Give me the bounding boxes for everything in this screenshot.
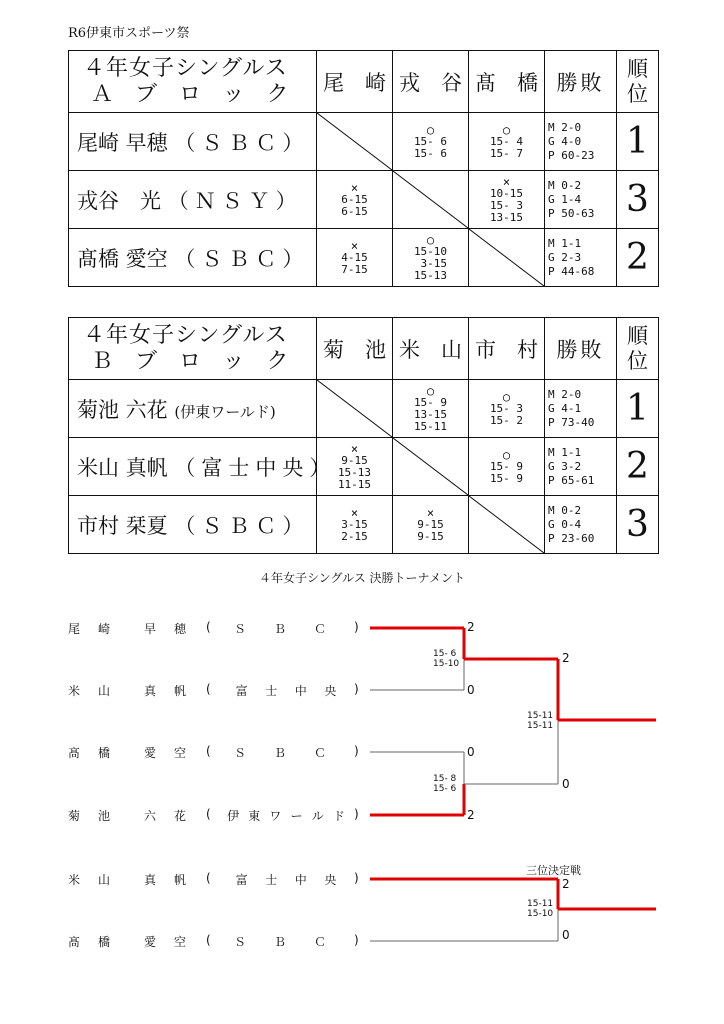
bracket-player-char: 山 bbox=[98, 684, 111, 698]
block-title-line2: Ａブロック bbox=[91, 81, 311, 107]
bracket-player bbox=[68, 933, 368, 947]
rank-header-char: 順 bbox=[627, 323, 648, 348]
bracket-player-char: ) bbox=[354, 871, 359, 885]
result-mark: ○ bbox=[426, 122, 435, 137]
game-score: 15-11 bbox=[413, 419, 448, 433]
bracket-player-char: 空 bbox=[174, 935, 187, 949]
match-score: 0 bbox=[562, 928, 570, 942]
bracket-player bbox=[68, 744, 368, 758]
result-mark: ○ bbox=[426, 383, 435, 398]
player-affiliation: （ＳＢＣ） bbox=[174, 246, 310, 271]
final-rank: 3 bbox=[617, 171, 659, 229]
game-score: 15-10 bbox=[413, 244, 448, 258]
game-score: 9-15 bbox=[341, 453, 368, 467]
bracket-player-char: ( bbox=[206, 933, 211, 947]
stat-line: G 0-4 bbox=[548, 517, 582, 531]
bracket-player-char: 髙 bbox=[68, 935, 81, 949]
bracket-player-char: 米 bbox=[68, 684, 81, 698]
game-score: 15- 3 bbox=[489, 401, 524, 415]
opponent-header-char: 市 bbox=[475, 337, 496, 362]
rank-header-char: 順 bbox=[627, 56, 648, 81]
bracket-player-char: 帆 bbox=[174, 684, 187, 698]
result-mark: ○ bbox=[502, 122, 511, 137]
bracket-player-char: ) bbox=[354, 620, 359, 634]
game-score: 15- 9 bbox=[413, 395, 448, 409]
game-score: 6-15 bbox=[341, 192, 368, 206]
result-mark: × bbox=[350, 238, 359, 253]
player-name-text: 菊池 六花 bbox=[77, 397, 168, 422]
bracket-player-char: 中 bbox=[294, 684, 307, 698]
bracket-player-char: ( bbox=[206, 744, 211, 758]
game-score: 15- 7 bbox=[489, 146, 524, 160]
opponent-header-char: 髙 bbox=[475, 70, 496, 95]
final-rank: 3 bbox=[617, 496, 659, 554]
bracket-player-char: 池 bbox=[98, 809, 111, 823]
bracket-player-char: 富 bbox=[235, 684, 248, 698]
result-mark: × bbox=[350, 505, 359, 520]
final-rank: 1 bbox=[617, 380, 659, 438]
game-score: 9-15 bbox=[417, 529, 444, 543]
sf2-set-scores bbox=[433, 774, 456, 794]
opponent-header-char: 谷 bbox=[441, 70, 462, 95]
result-mark: ○ bbox=[426, 232, 435, 247]
bracket-player-char: 花 bbox=[174, 809, 187, 823]
stat-line: P 44-68 bbox=[548, 264, 595, 278]
bracket-player-char: Ｂ bbox=[274, 935, 287, 949]
game-score: 13-15 bbox=[489, 210, 524, 224]
stat-line: M 0-2 bbox=[548, 178, 582, 192]
bracket-player-char: 米 bbox=[68, 873, 81, 887]
bracket-player-char: ル bbox=[311, 809, 324, 823]
stat-line: M 2-0 bbox=[548, 387, 582, 401]
player-name-text: 尾崎 早穂 bbox=[77, 130, 168, 155]
bracket-player-char: Ｓ bbox=[234, 935, 247, 949]
bracket-player-char: 富 bbox=[235, 873, 248, 887]
bracket-player-char: Ｓ bbox=[234, 622, 247, 636]
game-score: 4-15 bbox=[341, 250, 368, 264]
final-set-scores bbox=[527, 711, 553, 731]
game-score: 15- 4 bbox=[489, 134, 524, 148]
block-title-line1: ４年女子シングルス bbox=[83, 55, 288, 81]
bracket-player-char: Ｂ bbox=[274, 746, 287, 760]
bracket-player-char: ( bbox=[206, 682, 211, 696]
bracket-player-char: 伊 bbox=[227, 809, 240, 823]
bracket-player bbox=[68, 807, 368, 821]
game-score: 15- 3 bbox=[489, 198, 524, 212]
bracket-player-char: 愛 bbox=[144, 935, 157, 949]
result-mark: × bbox=[350, 180, 359, 195]
bracket-player-char: 央 bbox=[324, 684, 337, 698]
bracket-player-char: 山 bbox=[98, 873, 111, 887]
block-title-line2: Ｂブロック bbox=[91, 348, 311, 374]
match-score: 2 bbox=[467, 808, 475, 822]
bracket-player-char: 士 bbox=[265, 873, 278, 887]
game-score: 6-15 bbox=[341, 204, 368, 218]
stat-line: G 1-4 bbox=[548, 192, 582, 206]
player-affiliation: （ＳＢＣ） bbox=[174, 130, 310, 155]
stat-line: P 65-61 bbox=[548, 473, 595, 487]
bracket-player bbox=[68, 871, 368, 885]
stat-line: M 2-0 bbox=[548, 120, 582, 134]
player-name-text: 市村 栞夏 bbox=[77, 513, 168, 538]
set-score: 15-11 bbox=[527, 899, 554, 909]
bracket-player-char: ) bbox=[354, 933, 359, 947]
bracket-player-char: Ｃ bbox=[314, 622, 327, 636]
bracket-player-char: ) bbox=[354, 682, 359, 696]
opponent-header-char: 米 bbox=[399, 337, 420, 362]
game-score: 3-15 bbox=[341, 517, 368, 531]
player-affiliation: （富士中央） bbox=[174, 455, 337, 480]
win-loss-header: 勝敗 bbox=[545, 318, 617, 380]
bracket-player-char: ) bbox=[354, 744, 359, 758]
final-rank: 2 bbox=[617, 438, 659, 496]
set-score: 15- 8 bbox=[433, 774, 457, 784]
bracket-player-char: ー bbox=[290, 809, 303, 823]
bracket-player-char: 東 bbox=[248, 809, 261, 823]
opponent-header-char: 山 bbox=[441, 337, 462, 362]
match-score: 2 bbox=[562, 651, 570, 665]
stat-line: M 1-1 bbox=[548, 236, 582, 250]
opponent-header-char: 池 bbox=[365, 337, 386, 362]
opponent-header-char: 崎 bbox=[365, 70, 386, 95]
stat-line: P 50-63 bbox=[548, 206, 595, 220]
match-score: 2 bbox=[562, 877, 570, 891]
player-name-text: 戎谷 光 bbox=[77, 188, 161, 213]
block-title-line1: ４年女子シングルス bbox=[83, 322, 288, 348]
final-rank: 2 bbox=[617, 229, 659, 287]
bracket-player-char: 橋 bbox=[98, 935, 111, 949]
stat-line: G 4-0 bbox=[548, 134, 582, 148]
set-score: 15- 6 bbox=[433, 784, 457, 794]
game-score: 15-13 bbox=[337, 465, 372, 479]
game-score: 10-15 bbox=[489, 186, 524, 200]
player-affiliation: (伊東ワールド) bbox=[174, 402, 276, 421]
opponent-header-char: 村 bbox=[517, 337, 538, 362]
bracket-player-char: Ｓ bbox=[234, 746, 247, 760]
opponent-header-char: 橋 bbox=[517, 70, 538, 95]
bracket-player-char: 愛 bbox=[144, 746, 157, 760]
rank-header-char: 位 bbox=[627, 348, 648, 373]
bracket-player-char: 橋 bbox=[98, 746, 111, 760]
bracket-player-char: ワ bbox=[269, 809, 282, 823]
bracket-player-char: 士 bbox=[265, 684, 278, 698]
player-affiliation: （ＮＳＹ） bbox=[167, 188, 303, 213]
game-score: 15-13 bbox=[413, 268, 448, 282]
bracket-player bbox=[68, 620, 368, 634]
opponent-header-char: 菊 bbox=[323, 337, 344, 362]
bracket-player-char: Ｃ bbox=[314, 935, 327, 949]
bracket-player-char: 菊 bbox=[68, 809, 81, 823]
result-mark: ○ bbox=[502, 447, 511, 462]
player-name-text: 米山 真帆 bbox=[77, 455, 168, 480]
game-score: 15- 6 bbox=[413, 134, 448, 148]
bracket-player-char: 帆 bbox=[174, 873, 187, 887]
bracket-player-char: 尾 bbox=[68, 622, 81, 636]
game-score: 15- 9 bbox=[489, 459, 524, 473]
bracket-player-char: 真 bbox=[144, 873, 157, 887]
set-score: 15-11 bbox=[527, 721, 554, 731]
player-affiliation: （ＳＢＣ） bbox=[174, 513, 310, 538]
bracket-player-char: 髙 bbox=[68, 746, 81, 760]
set-score: 15- 6 bbox=[433, 649, 457, 659]
game-score: 7-15 bbox=[341, 262, 368, 276]
game-score: 13-15 bbox=[413, 407, 448, 421]
set-score: 15-10 bbox=[433, 659, 460, 669]
bracket-player-char: 中 bbox=[294, 873, 307, 887]
match-score: 2 bbox=[467, 620, 475, 634]
bracket-player-char: 央 bbox=[324, 873, 337, 887]
bracket-player-char: Ｃ bbox=[314, 746, 327, 760]
stat-line: P 23-60 bbox=[548, 531, 595, 545]
bracket-player-char: ( bbox=[206, 620, 211, 634]
stat-line: P 60-23 bbox=[548, 148, 595, 162]
stat-line: G 4-1 bbox=[548, 401, 582, 415]
third-place-label: 三位決定戦 bbox=[526, 864, 581, 877]
bracket-player-char: 早 bbox=[144, 622, 157, 636]
stat-line: G 2-3 bbox=[548, 250, 582, 264]
game-score: 2-15 bbox=[341, 529, 368, 543]
stat-line: M 1-1 bbox=[548, 445, 582, 459]
game-score: 15- 2 bbox=[489, 413, 524, 427]
opponent-header-char: 尾 bbox=[323, 70, 344, 95]
win-loss-header: 勝敗 bbox=[545, 51, 617, 113]
rank-header-char: 位 bbox=[627, 81, 648, 106]
match-score: 0 bbox=[562, 777, 570, 791]
game-score: 15- 6 bbox=[413, 146, 448, 160]
bracket-player-char: ( bbox=[206, 871, 211, 885]
bracket-player bbox=[68, 682, 368, 696]
game-score: 3-15 bbox=[413, 256, 448, 270]
bracket-player-char: ド bbox=[332, 809, 345, 823]
bracket-player-char: Ｂ bbox=[274, 622, 287, 636]
bracket-player-char: 崎 bbox=[98, 622, 111, 636]
result-mark: × bbox=[502, 174, 511, 189]
bracket-player-char: ( bbox=[206, 807, 211, 821]
set-score: 15-10 bbox=[527, 909, 554, 919]
result-mark: × bbox=[350, 441, 359, 456]
game-score: 11-15 bbox=[337, 477, 372, 491]
document-title: R6伊東市スポーツ祭 bbox=[68, 26, 190, 41]
stat-line: P 73-40 bbox=[548, 415, 595, 429]
bracket-player-char: ) bbox=[354, 807, 359, 821]
result-mark: ○ bbox=[502, 389, 511, 404]
set-score: 15-11 bbox=[527, 711, 554, 721]
bracket-title: ４年女子シングルス 決勝トーナメント bbox=[258, 571, 466, 585]
stat-line: M 0-2 bbox=[548, 503, 582, 517]
game-score: 15- 9 bbox=[489, 471, 524, 485]
bracket-player-char: 真 bbox=[144, 684, 157, 698]
stat-line: G 3-2 bbox=[548, 459, 582, 473]
bracket-player-char: 空 bbox=[174, 746, 187, 760]
final-rank: 1 bbox=[617, 113, 659, 171]
bracket-player-char: 六 bbox=[144, 809, 157, 823]
player-name-text: 髙橋 愛空 bbox=[77, 246, 168, 271]
match-score: 0 bbox=[467, 745, 475, 759]
bracket-player-char: 穂 bbox=[174, 622, 187, 636]
opponent-header-char: 戎 bbox=[399, 70, 420, 95]
third-set-scores bbox=[527, 899, 553, 919]
result-mark: × bbox=[426, 505, 435, 520]
game-score: 9-15 bbox=[417, 517, 444, 531]
match-score: 0 bbox=[467, 683, 475, 697]
sf1-set-scores bbox=[433, 649, 459, 669]
